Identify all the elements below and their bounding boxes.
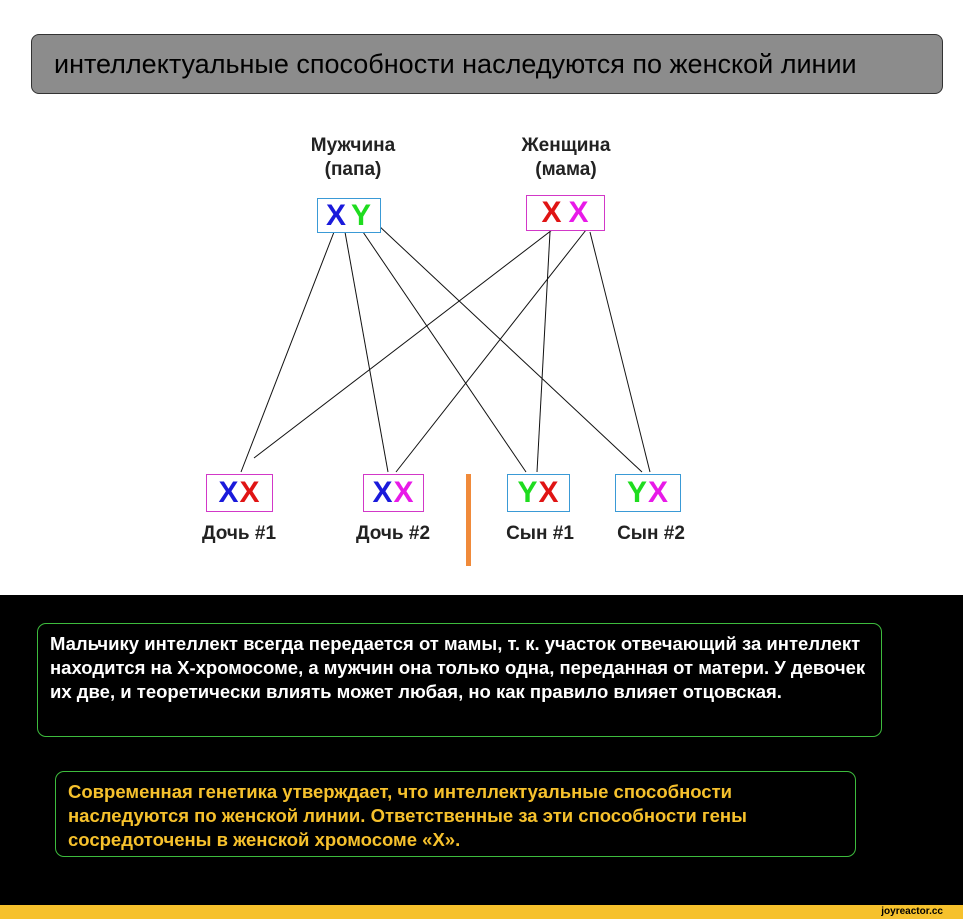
genetics-claim-note: Современная генетика утверждает, что интеллектуальные способности наследуются по женской линии. Ответственные за эти способности гены сосредоточены в женской хромосоме «Х». — [55, 771, 856, 857]
title-text: интеллектуальные способности наследуются по женской линии — [54, 48, 857, 79]
daughter2-chromosomes — [363, 474, 424, 512]
son1-x-from-mother: X — [538, 476, 560, 509]
mother-label-line1: Женщина — [521, 135, 611, 156]
son2-x-from-mother: X — [648, 476, 670, 509]
line-mother-x-daughter2 — [396, 230, 586, 472]
daughter1-x-from-father: X — [218, 476, 240, 509]
father-label-line2: (папа) — [324, 159, 382, 180]
site-watermark: joyreactor.cc — [881, 906, 943, 917]
father-label-line1: Мужчина — [310, 135, 396, 156]
line-mother-x-son1 — [537, 232, 550, 472]
son1-label: Сын #1 — [506, 523, 574, 544]
line-mother-x-son2 — [590, 232, 650, 472]
father-x-chromosome: X — [325, 198, 347, 232]
mother-label — [486, 134, 646, 182]
daughter1-chromosomes — [206, 474, 273, 512]
son2-y-from-father: Y — [626, 476, 648, 509]
inheritance-explanation-note: Мальчику интеллект всегда передается от мамы, т. к. участок отвечающий за интеллект находится на Х-хромосоме, а мужчин она только одна, переданная от матери. У девочек их две, и теоретически влиять может любая, но как правило влияет отцовская. — [37, 623, 882, 737]
mother-x-chromosome-1: X — [541, 196, 563, 229]
mother-label-line2: (мама) — [535, 159, 597, 180]
father-label — [273, 134, 433, 182]
daughter1-label: Дочь #1 — [201, 523, 277, 544]
father-y-chromosome: Y — [351, 198, 373, 232]
line-father-x-daughter1 — [241, 232, 334, 472]
daughter1-x-from-mother: X — [239, 476, 261, 509]
mother-x-chromosome-2: X — [568, 196, 590, 229]
daughter2-x-from-father: X — [372, 476, 394, 509]
son1-chromosomes — [507, 474, 570, 512]
son1-y-from-father: Y — [517, 476, 539, 509]
line-mother-x-daughter1 — [254, 230, 552, 458]
sex-divider — [466, 474, 471, 566]
son2-label: Сын #2 — [617, 523, 685, 544]
footer-bar — [0, 905, 963, 919]
daughter2-label: Дочь #2 — [355, 523, 431, 544]
father-chromosomes — [317, 198, 381, 233]
mother-chromosomes — [526, 195, 605, 231]
daughter2-x-from-mother: X — [393, 476, 415, 509]
line-father-x-daughter2 — [345, 232, 388, 472]
son2-chromosomes — [615, 474, 681, 512]
